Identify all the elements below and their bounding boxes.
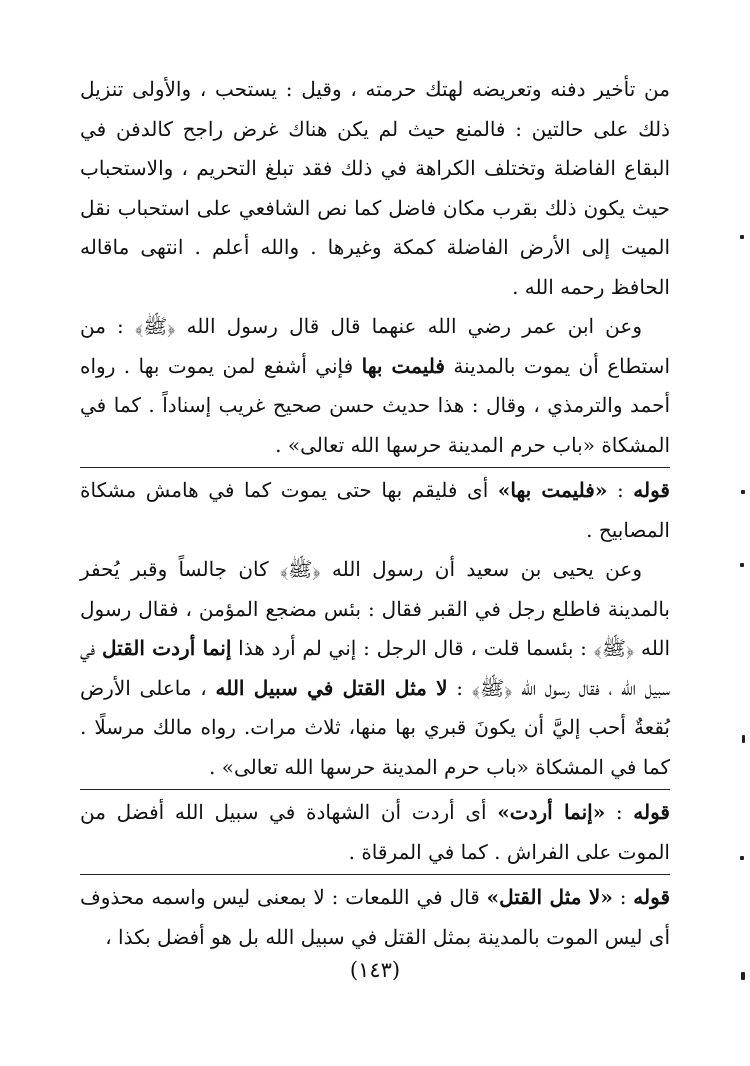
text-segment: أى فليقم بها حتى يموت كما في هامش مشكاة المصابيح . [80, 478, 670, 542]
scan-speck [742, 735, 745, 743]
emphasized-text: قوله [633, 800, 670, 824]
scan-speck [740, 856, 744, 860]
text-segment: : [607, 478, 634, 502]
emphasized-text: إنما أردت القتل [101, 636, 232, 660]
text-segment: قال في اللمعات : لا بمعنى ليس واسمه محذوف أى ليس الموت بالمدينة بمثل القتل في سبيل الله بل هو أفضل بكذا ، [80, 885, 670, 949]
paragraph-6 [80, 874, 670, 957]
text-segment: فإني أشفع لمن يموت بها . رواه أحمد والترمذي ، وقال : هذا حديث حسن صحيح غريب إسناداً . كما في المشكاة «باب حرم المدينة حرسها الله تعالى» . [80, 353, 670, 457]
text-segment: : [605, 800, 634, 824]
paragraph-5 [80, 789, 670, 872]
paragraph-2 [80, 307, 670, 465]
paragraph-3 [80, 467, 670, 550]
text-segment: في سبيل الله ، فقال رسول الله ﴿ﷺ﴾ : [80, 636, 671, 700]
emphasized-text: «فليمت بها» [497, 478, 608, 502]
emphasized-text: «لا مثل القتل» [486, 885, 613, 909]
emphasized-text: فليمت بها [361, 353, 445, 378]
body-text [80, 70, 670, 957]
text-segment: : [612, 885, 634, 909]
text-segment: من تأخير دفنه وتعريضه لهتك حرمته ، وقيل : يستحب ، والأولى تنزيل ذلك على حالتين : فالمنع حيث لم يكن هناك غرض راجح كالدفن في البقاع الفاضلة وتختلف الكراهة في ذلك فقد تبلغ التحريم ، والاستحباب حيث يكون ذلك بقرب مكان فاضل كما نص الشافعي على استحباب نقل الميت إلى الأرض الفاضلة كمكة وغيرها . والله أعلم . انتهى ماقاله الحافظ رحمه الله . [80, 77, 670, 299]
emphasized-text: لا مثل القتل في سبيل الله [215, 675, 448, 700]
scan-speck [741, 490, 745, 494]
emphasized-text: «إنما أردت» [497, 800, 606, 824]
scan-speck [740, 235, 744, 239]
emphasized-text: قوله [633, 478, 670, 502]
text-segment: ، ماعلى الأرض بُقعةٌ أحب إليَّ أن يكونَ قبري بها منها، ثلاث مرات. رواه مالك مرسلًا . كما في المشكاة «باب حرم المدينة حرسها الله تعالى» . [80, 675, 670, 779]
scan-speck [740, 563, 744, 567]
paragraph-1 [80, 70, 670, 307]
text-segment: أى أردت أن الشهادة في سبيل الله أفضل من الموت على الفراش . كما في المرقاة . [80, 800, 670, 864]
page-number: (١٤٣) [349, 958, 401, 982]
text-segment: وعن يحيى بن سعيد أن رسول الله ﴿ﷺ﴾ كان جالساً وقبر يُحفر بالمدينة فاطلع رجل في القبر فقال : بئس مضجع المؤمن ، فقال رسول الله ﴿ﷺ﴾ : بئسما قلت ، قال الرجل : إني لم أرد هذا [80, 557, 670, 660]
paragraph-4 [80, 550, 670, 787]
emphasized-text: قوله [633, 885, 671, 909]
text-segment: وعن ابن عمر رضي الله عنهما قال قال رسول الله ﴿ﷺ﴾ : من استطاع أن يموت بالمدينة [80, 314, 670, 378]
scan-speck [741, 972, 745, 980]
